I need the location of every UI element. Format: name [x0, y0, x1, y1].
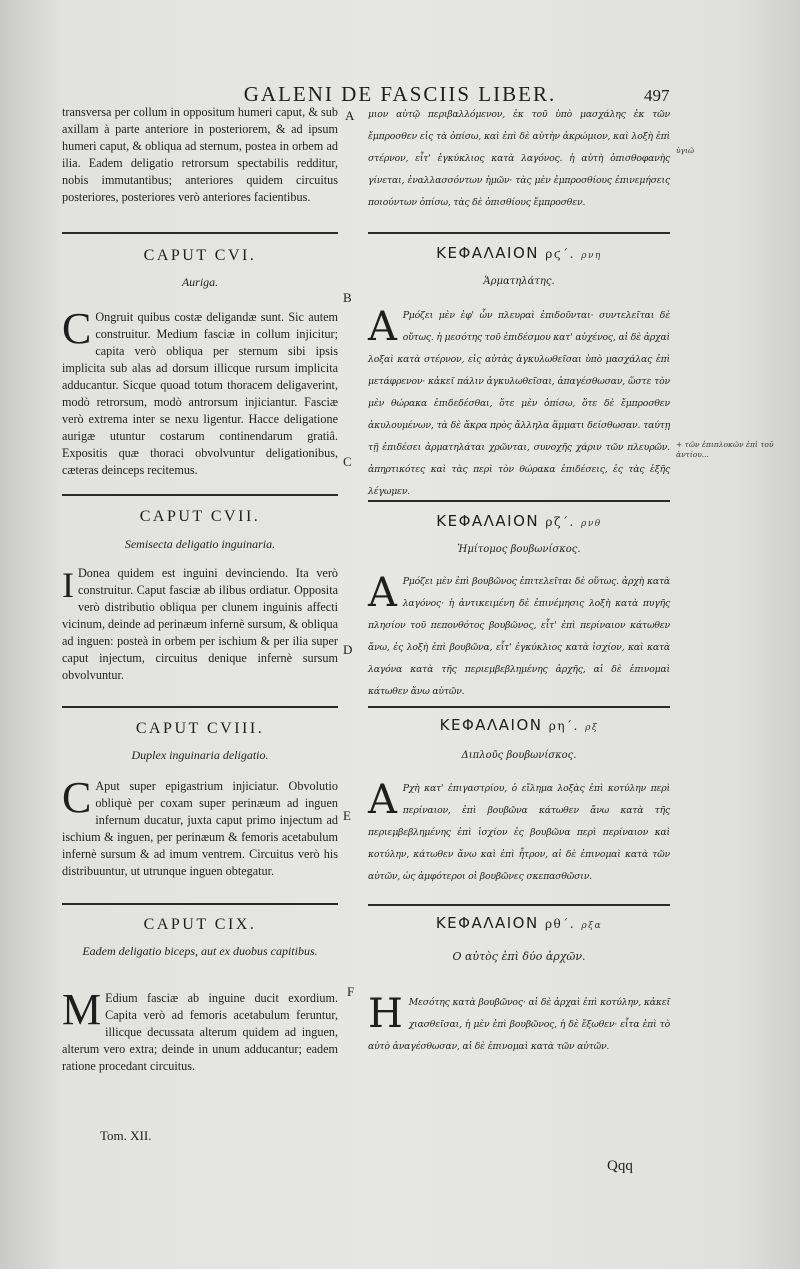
handwritten-number: ρξα [581, 921, 603, 931]
greek-paragraph [368, 571, 670, 703]
latin-heading: CAPUT CIX. [143, 916, 257, 933]
latin-heading: CAPUT CVI. [143, 247, 257, 264]
chapter-number: ρθ΄. [544, 917, 576, 931]
greek-heading [368, 512, 670, 530]
margin-letter: F [347, 984, 355, 999]
margin-letter: A [345, 108, 355, 123]
greek-heading-text: ΚΕΦΑΛΑΙΟΝ [439, 716, 543, 734]
latin-subheading: Auriga. [181, 275, 219, 289]
drop-capital: M [62, 985, 102, 1034]
latin-intro: transversa per collum in oppositum humeri caput, & sub axillam à parte anteriore in posteriorem, & ad ipsum humeri caput, & obliqua ad sternum, postea in orbem ad ilia. Eadem deligatio retrorsum spectabilis redditur, nobis immutantibus; anteriores quidem circuitus posteriores, posteriores verò anteriores facientibus. [62, 105, 338, 204]
greek-heading [368, 716, 670, 734]
page-number: 497 [644, 86, 670, 105]
rule [368, 232, 670, 234]
drop-capital: Α [368, 304, 397, 350]
drop-capital: Α [368, 777, 397, 823]
latin-subheading: Duplex inguinaria deligatio. [131, 748, 269, 762]
greek-heading [368, 914, 670, 932]
latin-paragraph-text: Ongruit quibus costæ deligandæ sunt. Sic autem construitur. Medium fasciæ in collum injicitur; capita verò obliqua per sternum sibi ipsis implicita sub alas ad dorsum illicque rursum implicita adducantur. Sicque quoad totum thoracem deligaverint, modò retrorsum, modò antrorsum injiciantur. Fasciæ verò extrema inter se nexu ligentur. Hacce deligatione aurigæ utuntur costarum continendarum gratiâ. Expositis quæ thoraci obvolvuntur deligationibus, cæteras deinceps recitemus. [62, 310, 338, 477]
chapter-number: ρζ΄. [545, 515, 575, 529]
drop-capital: I [62, 565, 74, 605]
chapter-number: ρη΄. [548, 719, 579, 733]
latin-heading: CAPUT CVII. [139, 508, 261, 525]
handwritten-number: ρξ [585, 723, 599, 733]
chapter-number: ρϛ΄. [545, 247, 575, 261]
greek-heading [368, 244, 670, 262]
greek-subheading: Διπλοῦς βουβωνίσκος. [461, 750, 577, 761]
drop-capital: C [62, 304, 92, 353]
rule [62, 232, 338, 234]
margin-letter: C [343, 454, 352, 469]
drop-capital: C [62, 773, 92, 822]
greek-paragraph-text: Ρμόζει μὲν ἐπὶ βουβῶνος ἐπιτελεῖται δὲ οὕτως. ἀρχὴ κατὰ λαγόνος· ἡ ἀντικειμένη δὲ ἐπινέμησις λοξὴ κατὰ πυγῆς πλησίον τοῦ πεπονθότος βουβῶνος, εἶτ' ἐπὶ περίναιον κάτωθεν ἄνω, ἐς λοξὴ ἐπὶ βουβῶνα, εἶτ' ἐγκύκλιος κατὰ ἰσχίον, καὶ κατὰ λαγόνα κατὰ τῆς περιεμβεβλημένης ἀρχῆς, αἱ δὲ ἐπινομαὶ κάτωθεν ἄνω αὐτῶν. [368, 576, 670, 697]
rule [62, 706, 338, 708]
margin-letter: B [343, 290, 352, 305]
greek-heading-text: ΚΕΦΑΛΑΙΟΝ [435, 914, 539, 932]
signature-mark: Qqq [607, 1158, 633, 1174]
volume-label: Tom. XII. [100, 1128, 152, 1143]
latin-subheading: Eadem deligatio biceps, aut ex duobus capitibus. [82, 944, 318, 958]
latin-paragraph [62, 773, 338, 880]
handwritten-margin-note: ὑγιῶ [676, 146, 695, 155]
latin-heading: CAPUT CVIII. [135, 720, 265, 737]
rule [368, 706, 670, 708]
latin-paragraph-text: Aput super epigastrium injiciatur. Obvolutio obliquè per coxam super perinæum ad inguen infernum ducatur, juxta caput primo injectum ad ischium & inguen, per perinæum & femoris acetabulum infernè sursum & ad imum ventrem. Circuitus verò his distribuuntur, ut utrunque inguen obtegatur. [62, 779, 338, 878]
latin-paragraph [62, 985, 338, 1075]
handwritten-number: ρνη [581, 251, 602, 261]
running-title: GALENI DE FASCIIS LIBER. [243, 82, 557, 106]
handwritten-margin-note: + τῶν ἐπιπλοκῶν ἐπὶ τοῦ ἀντίου... [676, 440, 774, 459]
greek-heading-text: ΚΕΦΑΛΑΙΟΝ [436, 512, 540, 530]
latin-paragraph-text: Donea quidem est inguini devinciendo. Ita verò construitur. Caput fasciæ ab ilibus ordiatur. Opposita verò distributio obliqua per clunem inguinis affecti vicinum, deinde ad perinæum infernè sursum, & obliqua ad inguen: posteà in orbem per ischium & per ilia super caput injectum, circuitus denique infernè sursum obvolvuntur. [62, 566, 338, 682]
rule [368, 904, 670, 906]
latin-paragraph [62, 304, 338, 479]
greek-subheading: Ο αὐτὸς ἐπὶ δύο ἀρχῶν. [452, 950, 586, 963]
rule [62, 494, 338, 496]
greek-paragraph-text: Ρμόζει μὲν ἐφ' ὧν πλευραὶ ἐπιδοῦνται· συντελεῖται δὲ οὕτως. ἡ μεσότης τοῦ ἐπιδέσμου κατ' αὐχένος, αἱ δὲ ἀρχαὶ λοξαὶ κατὰ στέρνον, εἰς αὐτὰς ἀγκυλωθεῖσαι ὑπὸ μασχάλας ἐπὶ μετάφρενον· κἀκεῖ πάλιν ἀγκυλωθεῖσαι, ἀπαγέσθωσαν, ὥστε τὸν μὲν θώρακα ἐπιδεδέσθαι, ὅτε μὲν ὀπίσω, ὅτε δὲ ἔμπροσθεν ἀκυλουμένων, τὰ δὲ ἄκρα πρὸς ἄλληλα ἅμματι δείσθωσαν. ταύτῃ τῇ ἐπιδέσει ἁρματηλάται χρῶνται, συνοχῆς χάριν τῶν πλευρῶν. ἀπηρτικότες καὶ τὰς περὶ τὸν θώρακα ἐπιδέσεις, ἐς τὰς ἑξῆς λέγωμεν. [368, 310, 670, 497]
greek-intro: μιον αὐτῷ περιβαλλόμενον, ἐκ τοῦ ὑπὸ μασχάλης ἐκ τῶν ἔμπροσθεν εἰς τὰ ὀπίσω, καὶ ἐπὶ δὲ αὐτὴν ἀκρώμιον, καὶ λοξὴ ἐπὶ στέρνον, εἶτ' ἐγκύκλιος κατὰ λαγόνος. ἡ αὐτὴ ὀπισθοφανὴς γίνεται, ἐναλλασσόντων ἡμῶν· τὰς μὲν ἐμπροσθίους ἐπινεμήσεις ποιούντων ὀπίσω, τὰς δὲ ὀπισθίους ἔμπροσθεν. [368, 109, 670, 208]
rule [62, 903, 338, 905]
drop-capital: Η [368, 991, 403, 1037]
latin-subheading: Semisecta deligatio inguinaria. [124, 537, 276, 551]
greek-paragraph-text: Μεσότης κατὰ βουβῶνος· αἱ δὲ ἀρχαὶ ἐπὶ κοτύλην, κἀκεῖ χιασθεῖσαι, ἡ μὲν ἐπὶ βουβῶνος, ἡ δὲ ἔξωθεν· εἶτα ἐπὶ τὸ αὐτὸ ἀναγέσθωσαν, αἱ δὲ ἐπινομαὶ κατὰ τῶν αὐτῶν. [368, 997, 670, 1052]
rule [368, 500, 670, 502]
latin-paragraph-text: Edium fasciæ ab inguine ducit exordium. Capita verò ad femoris acetabulum feruntur, illicque decussata alterum quidem ad inguen, alterum vero extra; deinde in unum adducantur; eadem ratione procedant circuitus. [62, 991, 338, 1073]
margin-letter: D [343, 642, 353, 657]
handwritten-number: ρνθ [581, 519, 602, 529]
greek-paragraph [368, 305, 670, 503]
latin-paragraph [62, 565, 338, 684]
margin-letter: E [343, 808, 351, 823]
greek-paragraph [368, 992, 670, 1058]
greek-heading-text: ΚΕΦΑΛΑΙΟΝ [436, 244, 540, 262]
drop-capital: Α [368, 570, 397, 616]
greek-subheading: Ἡμίτομος βουβωνίσκος. [457, 544, 581, 555]
greek-paragraph-text: Ρχὴ κατ' ἐπιγαστρίου, ὁ εἴλημα λοξὰς ἐπὶ κοτύλην περὶ περίναιον, ἐπὶ βουβῶνα κάτωθεν ἄνω κατὰ τῆς περιεμβεβλημένης ἐπὶ ἰσχίον ἐς βουβῶνα περὶ περίναιον καὶ κοτύλην, κάτωθεν ἄνω καὶ ἐπὶ ἦτρον, αἱ δὲ ἐπινομαὶ κατὰ τῶν αὐτῶν, ὡς ἀμφότεροι οἱ βουβῶνες σκεπασθῶσιν. [368, 783, 670, 882]
greek-paragraph [368, 778, 670, 888]
greek-subheading: Ἁρματηλάτης. [483, 276, 555, 287]
